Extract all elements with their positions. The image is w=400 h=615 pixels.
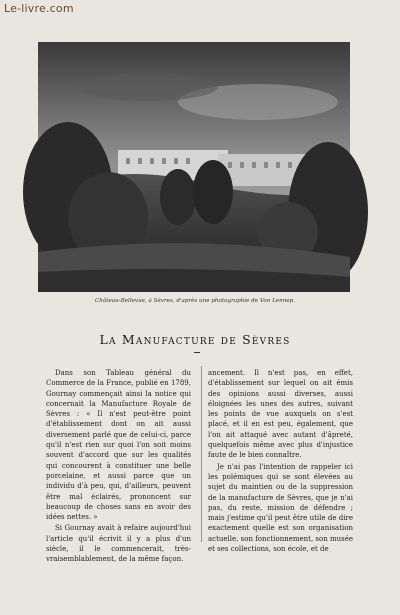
watermark: Le-livre.com [4, 2, 74, 15]
paragraph: Je n'ai pas l'intention de rappeler ici les polémiques qui se sont élevées au sujet du maintien ou de la suppression de la manufacture de Sèvres, que je n'ai pas, du reste, mission de défendre ; mais j'estime qu'il peut être utile de dire exactement quelle est son organisation actuelle, son fonctionnement, son musée et ses collections, son école, et de [208, 462, 353, 554]
paragraph: Dans son Tableau général du Commerce de la France, publié en 1789, Gournay commençait ainsi la notice qui concernait la Manufacture Royale de Sèvres : « Il n'est peut-être point d'établissement dont on ait aussi diversement parlé que de celui-ci, parce qu'il n'est rien sur quoi l'on soit moins souvent d'accord que sur les qualités qui concourent à constituer une belle porcelaine, et aussi parce que un individu d'à peu, qui, d'ailleurs, peuvent être mal éclairés, prononcent sur beaucoup de choses sans en avoir des idées nettes. » [46, 369, 191, 522]
engraving-photo [38, 42, 350, 292]
landscape-engraving [38, 42, 350, 292]
article-title: La Manufacture de Sèvres [99, 332, 291, 347]
photo-caption: Château-Bellevue, à Sèvres, d'après une photographie de Von Lennep. [95, 298, 295, 304]
paragraph: Si Gournay avait à refaire aujourd'hui l'article qu'il écrivit il y a plus d'un siècle, il le commencerait, très-vraisemblablement, de la même façon. [46, 524, 191, 564]
paragraph: ancement. Il n'est pas, en effet, d'établissement sur lequel on ait émis des opinions aussi diverses, aussi éloignées les unes des autres, suivant les points de vue auxquels on s'est placé, et il en est peu, également, que l'on ait attaqué avec autant d'âpreté, quelquefois même avec plus d'injustice faute de le bien connaître. [208, 369, 353, 460]
left-column [46, 368, 191, 598]
column-divider [201, 366, 202, 542]
title-rule [194, 352, 200, 353]
right-column [208, 368, 353, 554]
